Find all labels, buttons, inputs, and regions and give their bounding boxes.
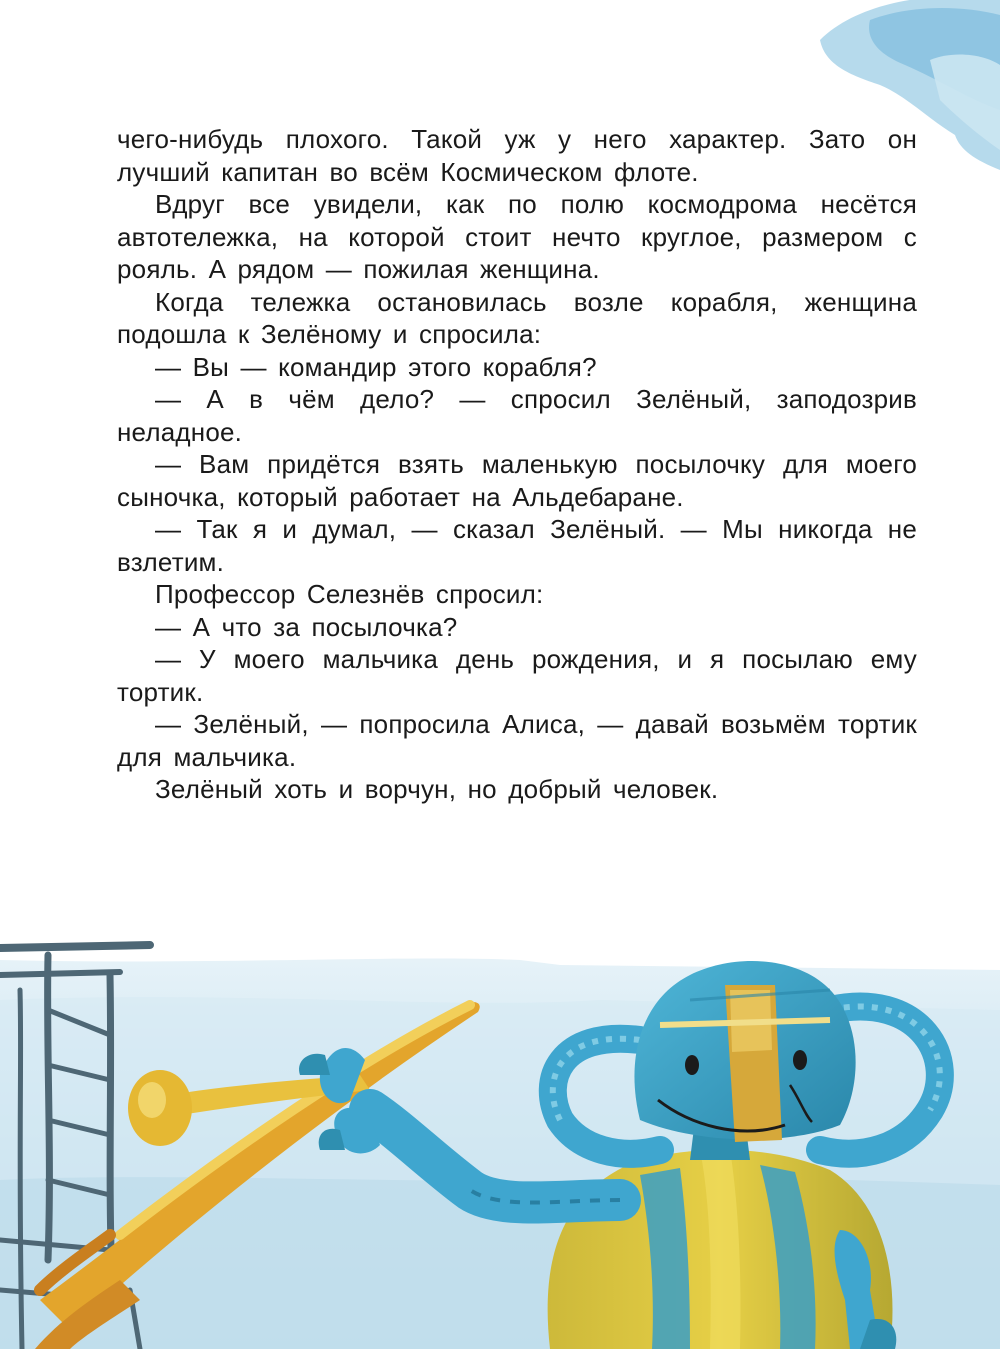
paragraph-2: Вдруг все увидели, как по полю космодрома несётся автотележка, на которой стоит нечто круглое, размером с рояль. А рядом — пожилая женщина. (117, 189, 917, 284)
paragraph-8: Профессор Селезнёв спросил: (155, 579, 544, 609)
paragraph-5: — А в чём дело? — спросил Зелёный, заподозрив неладное. (117, 384, 917, 447)
paragraph-12: Зелёный хоть и ворчун, но добрый человек. (155, 774, 719, 804)
paragraph-6: — Вам придётся взять маленькую посылочку для моего сыночка, который работает на Альдебаране. (117, 449, 917, 512)
paragraph-9: — А что за посылочка? (155, 611, 458, 642)
paragraph-11: — Зелёный, — попросила Алиса, — давай возьмём тортик для мальчика. (117, 709, 917, 772)
paragraph-4: — Вы — командир этого корабля? (155, 351, 597, 382)
paragraph-10: — У моего мальчика день рождения, и я посылаю ему тортик. (117, 644, 917, 707)
paragraph-1: чего-нибудь плохого. Такой уж у него характер. Зато он лучший капитан во всём Космическом флоте. (117, 124, 917, 187)
paragraph-7: — Так я и думал, — сказал Зелёный. — Мы никогда не взлетим. (117, 514, 917, 577)
paragraph-3: Когда тележка остановилась возле корабля, женщина подошла к Зелёному и спросила: (117, 286, 917, 349)
story-text (117, 123, 917, 806)
